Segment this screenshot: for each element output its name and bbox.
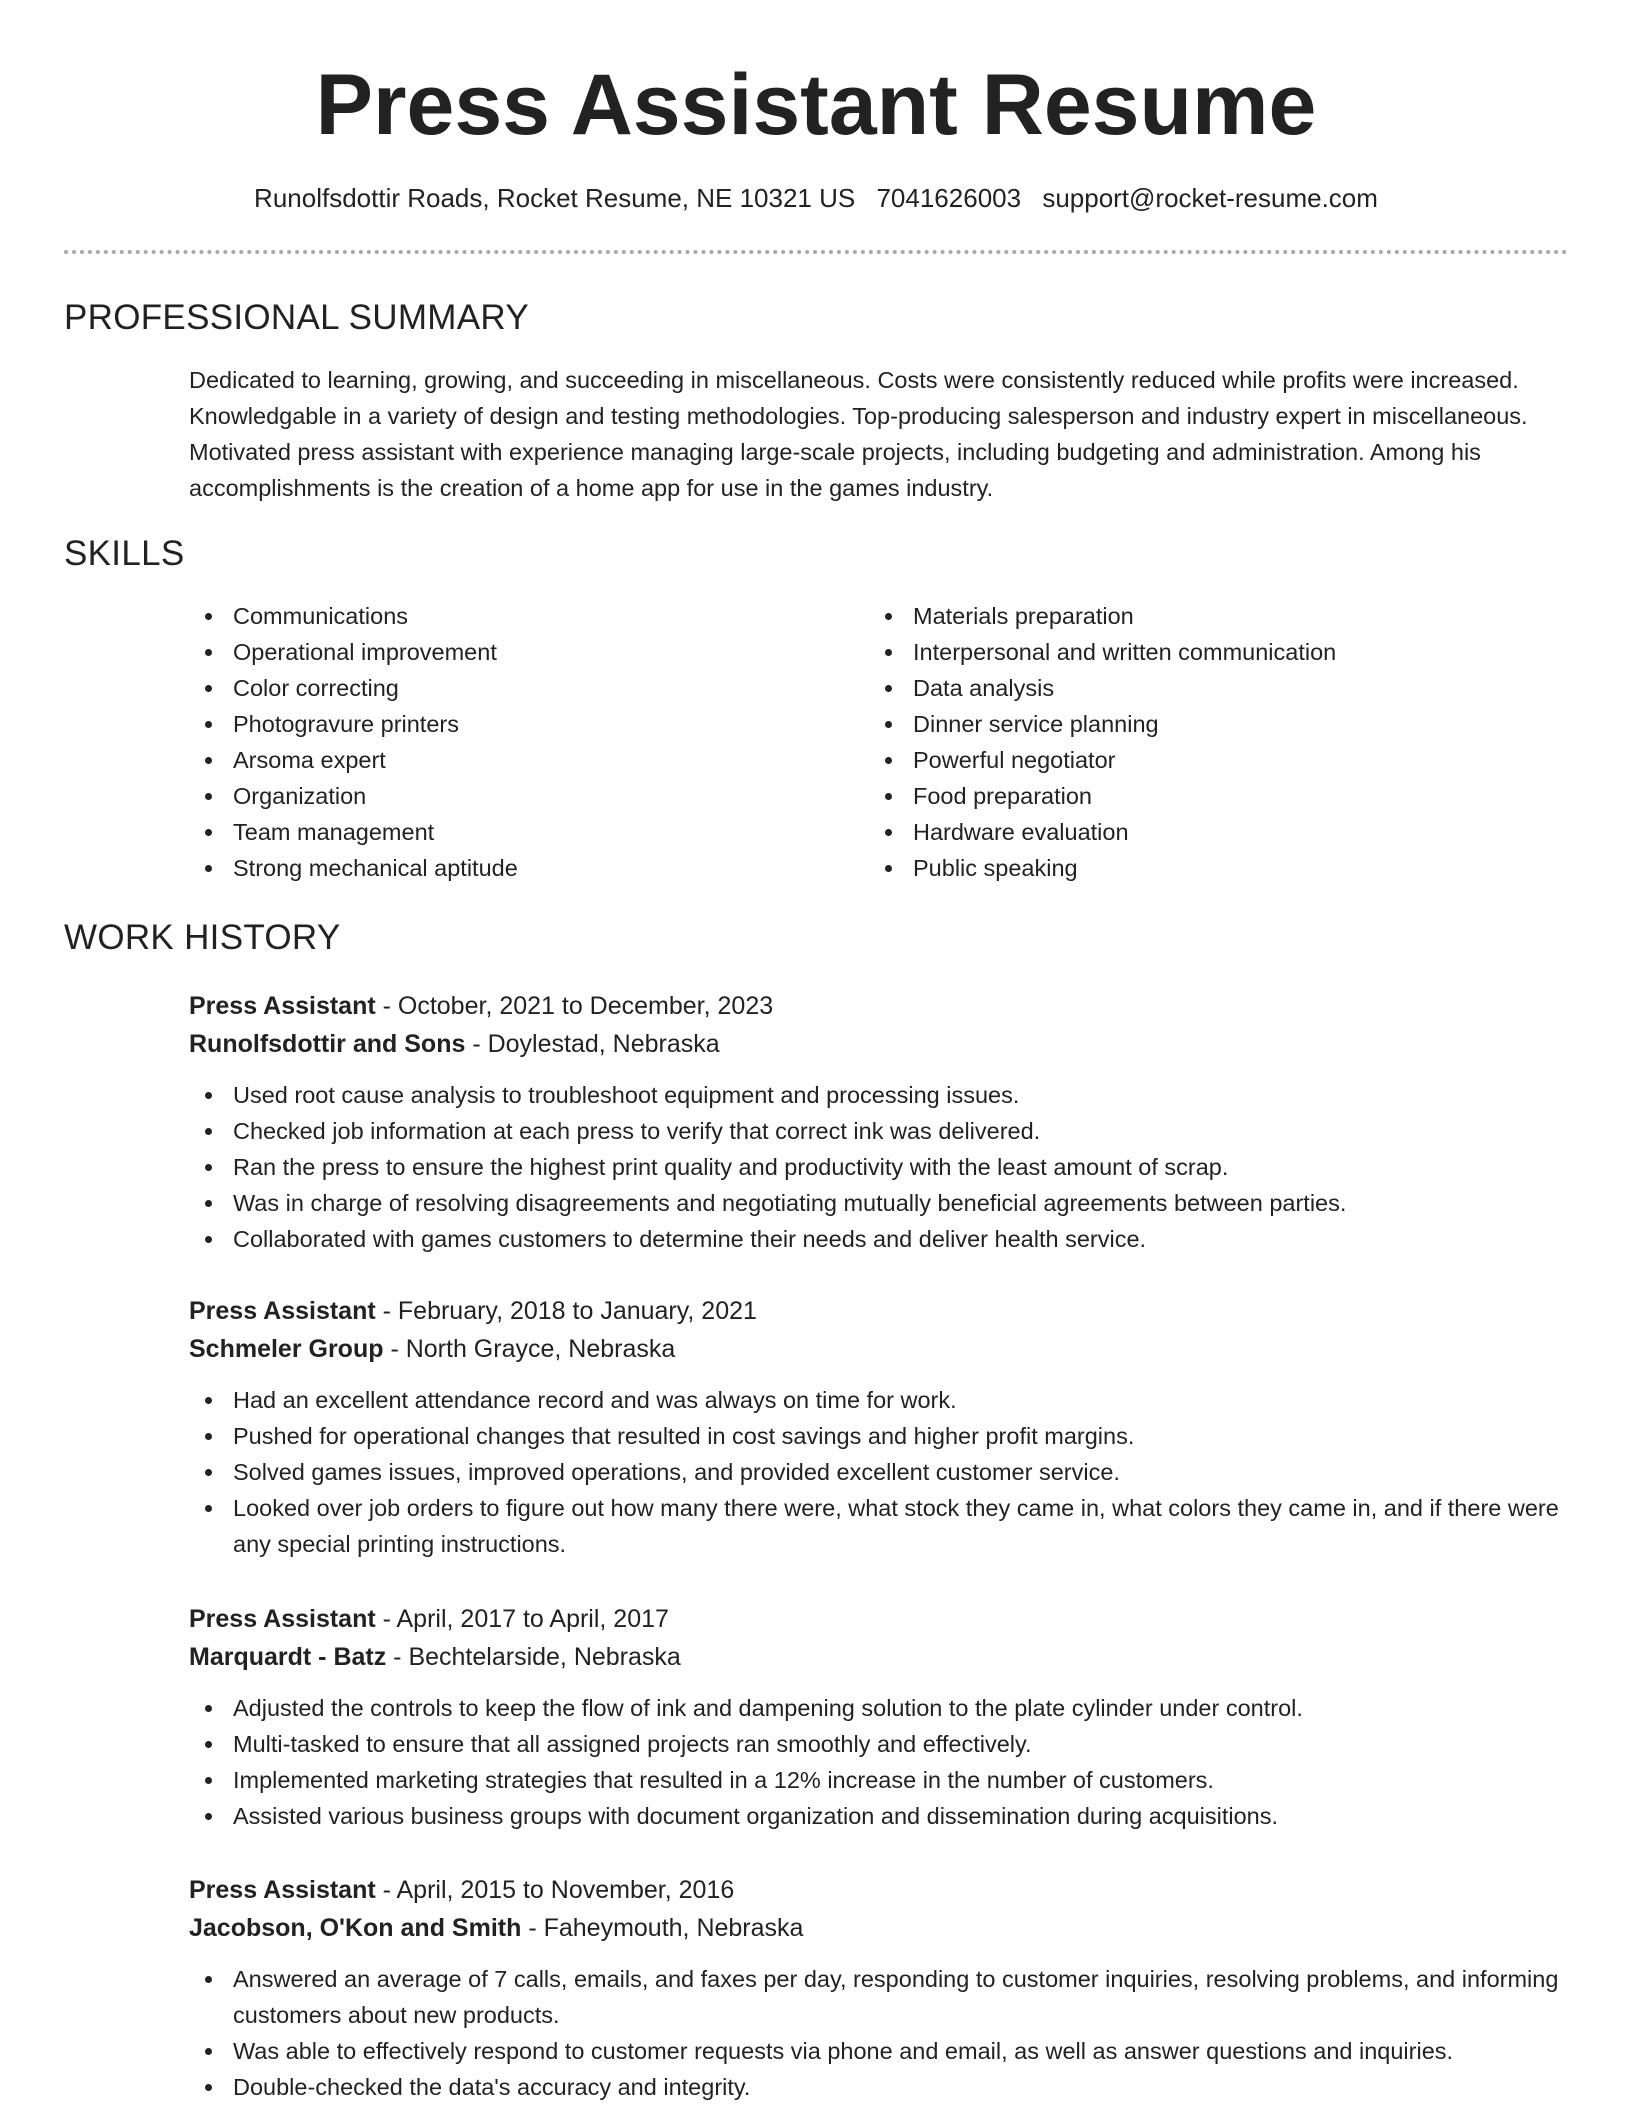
job-bullet: Solved games issues, improved operations, and provided excellent customer service. [189,1454,1569,1490]
job-bullets [189,1077,1569,1257]
skill-item: Operational improvement [189,634,829,670]
job-bullet: Assisted various business groups with document organization and dissemination during acquisitions. [189,1798,1569,1834]
job-bullet: Answered an average of 7 calls, emails, and faxes per day, responding to customer inquiries, resolving problems, and informing customers about new products. [189,1961,1569,2033]
skill-item: Dinner service planning [869,706,1509,742]
job-location: - Doylestad, Nebraska [465,1030,720,1058]
job-bullet: Was able to effectively respond to customer requests via phone and email, as well as answer questions and inquiries. [189,2033,1569,2069]
job-bullet: Checked job information at each press to verify that correct ink was delivered. [189,1113,1569,1149]
job-entry [189,1871,1569,2105]
job-company-line [189,1638,1569,1676]
resume-title: Press Assistant Resume [315,57,1317,153]
summary-text: Dedicated to learning, growing, and succeeding in miscellaneous. Costs were consistently reduced while profits were increased. Knowledgable in a variety of design and testing methodologies. Top-producing salesperson and industry expert in miscellaneous. Motivated press assistant with experience managing large-scale projects, including budgeting and administration. Among his accomplishments is the creation of a home app for use in the games industry. [189,367,1528,501]
job-title-line [189,987,1569,1025]
skill-item: Team management [189,814,829,850]
job-bullet: Ran the press to ensure the highest print quality and productivity with the least amount of scrap. [189,1149,1569,1185]
job-title: Press Assistant [189,1297,376,1325]
skill-item: Food preparation [869,778,1509,814]
skill-item: Hardware evaluation [869,814,1509,850]
skills-column-right [869,598,1509,886]
job-bullet: Implemented marketing strategies that resulted in a 12% increase in the number of customers. [189,1762,1569,1798]
skill-item: Data analysis [869,670,1509,706]
job-entry [189,987,1569,1257]
skill-item: Arsoma expert [189,742,829,778]
skill-item: Communications [189,598,829,634]
contact-email: support@rocket-resume.com [1042,183,1378,213]
job-bullet: Was in charge of resolving disagreements and negotiating mutually beneficial agreements between parties. [189,1185,1569,1221]
job-bullet: Looked over job orders to figure out how many there were, what stock they came in, what colors they came in, and if there were any special printing instructions. [189,1490,1569,1562]
job-company: Marquardt - Batz [189,1643,387,1671]
job-title-line [189,1871,1569,1909]
job-bullet: Collaborated with games customers to determine their needs and deliver health service. [189,1221,1569,1257]
job-dates: - April, 2017 to April, 2017 [375,1605,669,1633]
job-bullet: Had an excellent attendance record and was always on time for work. [189,1382,1569,1418]
job-dates: - October, 2021 to December, 2023 [375,992,774,1020]
job-company-line [189,1025,1569,1063]
job-bullets [189,1382,1569,1562]
contact-line [0,180,1632,216]
skills-heading: SKILLS [64,534,185,573]
job-title-line [189,1292,1569,1330]
summary-heading: PROFESSIONAL SUMMARY [64,298,529,337]
contact-phone: 7041626003 [876,183,1022,213]
job-bullets [189,1961,1569,2105]
skill-item: Strong mechanical aptitude [189,850,829,886]
job-company-line [189,1909,1569,1947]
skill-item: Materials preparation [869,598,1509,634]
job-bullets [189,1690,1569,1834]
job-location: - Faheymouth, Nebraska [521,1914,804,1942]
job-title: Press Assistant [189,1876,376,1904]
job-company: Jacobson, O'Kon and Smith [189,1914,522,1942]
skill-item: Photogravure printers [189,706,829,742]
job-bullet: Double-checked the data's accuracy and integrity. [189,2069,1569,2105]
skill-item: Organization [189,778,829,814]
job-dates: - February, 2018 to January, 2021 [375,1297,757,1325]
skill-item: Color correcting [189,670,829,706]
job-entry [189,1600,1569,1834]
skill-item: Powerful negotiator [869,742,1509,778]
job-location: - North Grayce, Nebraska [383,1335,676,1363]
job-company: Schmeler Group [189,1335,384,1363]
contact-address: Runolfsdottir Roads, Rocket Resume, NE 10321 US [254,183,856,213]
job-dates: - April, 2015 to November, 2016 [375,1876,735,1904]
job-entry [189,1292,1569,1562]
job-title: Press Assistant [189,992,376,1020]
work-history-heading: WORK HISTORY [64,918,341,957]
job-location: - Bechtelarside, Nebraska [386,1643,681,1671]
job-title-line [189,1600,1569,1638]
skill-item: Public speaking [869,850,1509,886]
job-bullet: Multi-tasked to ensure that all assigned projects ran smoothly and effectively. [189,1726,1569,1762]
job-bullet: Used root cause analysis to troubleshoot equipment and processing issues. [189,1077,1569,1113]
skill-item: Interpersonal and written communication [869,634,1509,670]
job-company-line [189,1330,1569,1368]
job-bullet: Adjusted the controls to keep the flow of ink and dampening solution to the plate cylinder under control. [189,1690,1569,1726]
job-company: Runolfsdottir and Sons [189,1030,466,1058]
job-bullet: Pushed for operational changes that resulted in cost savings and higher profit margins. [189,1418,1569,1454]
skills-column-left [189,598,829,886]
header-divider [64,250,1568,254]
job-title: Press Assistant [189,1605,376,1633]
